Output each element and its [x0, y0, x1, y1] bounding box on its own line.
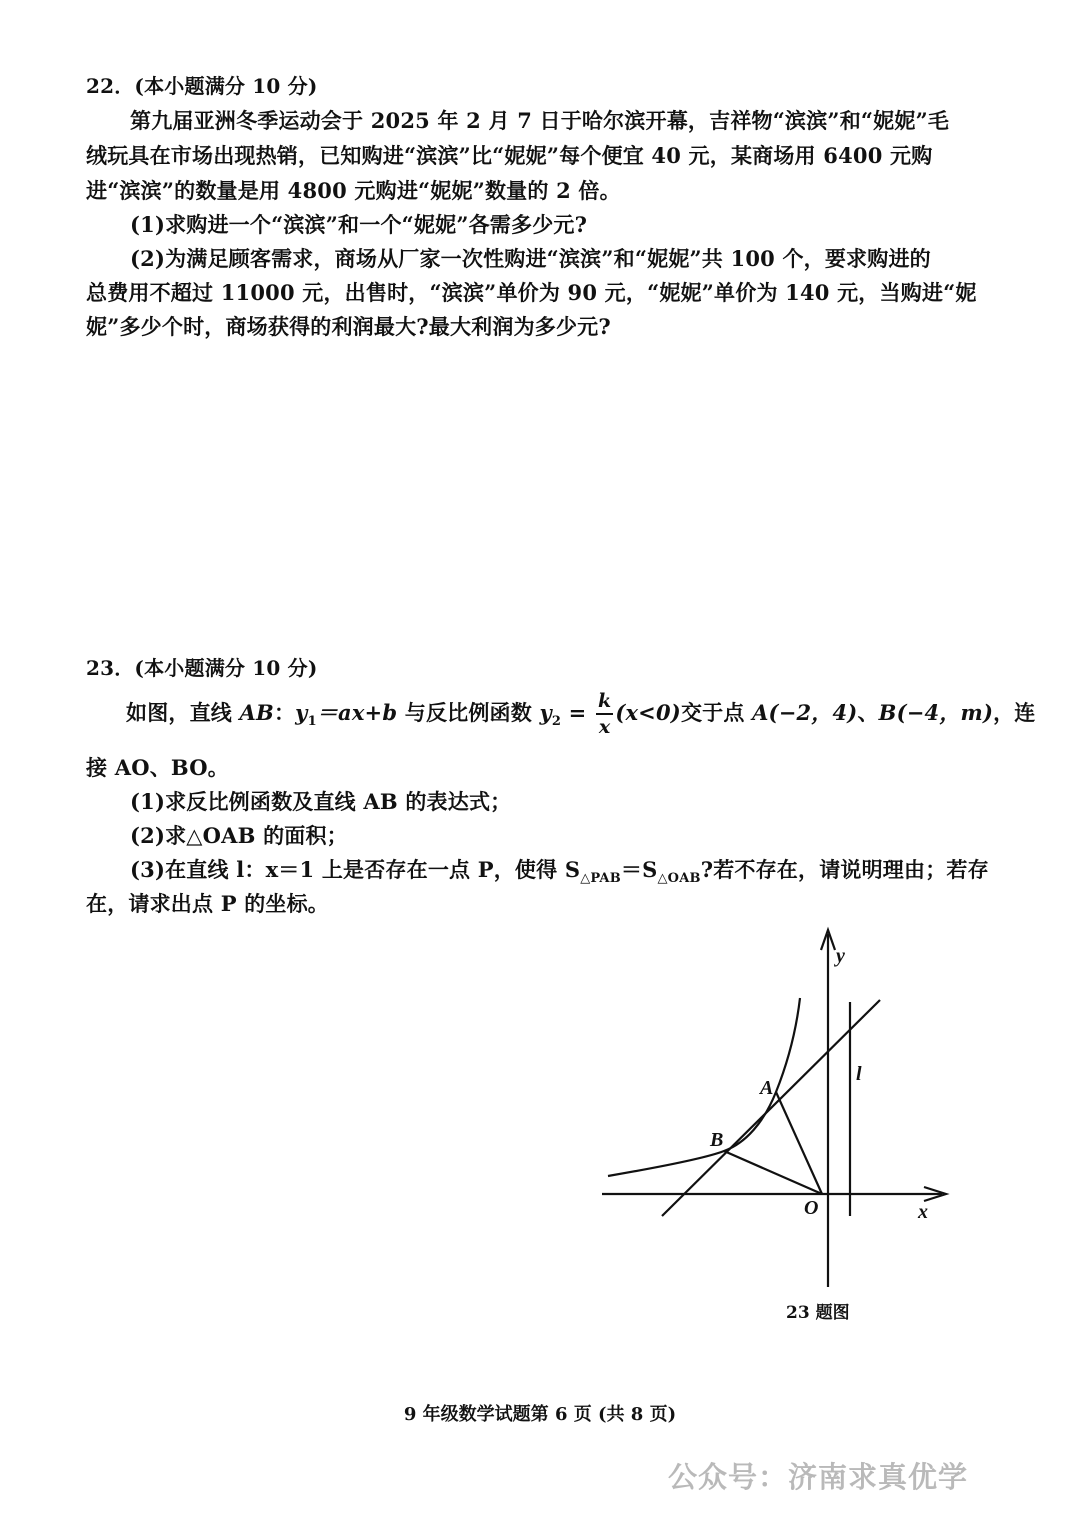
label-a: A — [760, 1077, 774, 1099]
q23-y2: y — [539, 700, 552, 725]
q23-point-a: A(−2，4) — [752, 700, 858, 725]
q22-subquestion-2-line: (2)为满足顾客需求，商场从厂家一次性购进“滨滨”和“妮妮”共 100 个，要求购进的 — [130, 246, 931, 271]
q23-s3-text: (3)在直线 l：x＝1 上是否存在一点 P，使得 S — [130, 857, 581, 882]
q23-line-ab: AB — [239, 700, 274, 725]
q23-subquestion-2: (2)求△OAB 的面积； — [130, 823, 348, 848]
q23-point-b: B(−4，m) — [878, 700, 994, 725]
q22-subquestion-1: (1)求购进一个“滨滨”和一个“妮妮”各需多少元? — [130, 212, 588, 237]
q23-colon: ： — [273, 700, 296, 725]
q23-fraction-denominator: x — [598, 716, 611, 738]
watermark-text: 公众号：济南求真优学 — [668, 1460, 969, 1494]
q23-figure — [596, 922, 956, 1292]
q23-intro-text-3: 交于点 — [680, 700, 753, 725]
q23-fraction — [596, 692, 613, 737]
q23-subquestion-3-line-2: 在，请求出点 P 的坐标。 — [86, 891, 330, 916]
page-footer: 9 年级数学试题第 6 页 (共 8 页) — [403, 1404, 677, 1425]
q23-condition: (x<0) — [615, 700, 681, 725]
label-b: B — [710, 1129, 724, 1151]
q23-header: 23．(本小题满分 10 分) — [86, 656, 318, 680]
q23-subquestion-1: (1)求反比例函数及直线 AB 的表达式； — [130, 789, 512, 814]
label-l: l — [856, 1063, 862, 1085]
q23-y1-sub: 1 — [307, 714, 317, 730]
q23-intro-line — [126, 690, 1036, 745]
segment-ob — [724, 1151, 822, 1194]
q22-header: 22．(本小题满分 10 分) — [86, 74, 318, 98]
q22-paragraph-line: 第九届亚洲冬季运动会于 2025 年 2 月 7 日于哈尔滨开幕，吉祥物“滨滨”和“妮妮”毛 — [130, 108, 950, 133]
segment-oa — [776, 1092, 822, 1194]
q23-intro-line-2: 接 AO、BO。 — [86, 755, 229, 780]
q23-y1: y — [295, 700, 308, 725]
q23-s3-text-2: ?若不存在，请说明理由；若存 — [700, 857, 989, 882]
label-o: O — [804, 1197, 819, 1219]
q23-intro-text: 如图，直线 — [126, 700, 240, 725]
figure-caption: 23 题图 — [786, 1303, 850, 1323]
q23-s3-sub-pab: △PAB — [580, 871, 621, 887]
q23-fraction-numerator: k — [596, 692, 613, 715]
label-x: x — [918, 1201, 928, 1223]
q23-eq1: ＝ax+b — [316, 700, 398, 725]
q23-intro-text-4: ，连 — [993, 700, 1036, 725]
q23-intro-text-2: 与反比例函数 — [397, 700, 540, 725]
q23-y2-sub: 2 — [551, 714, 562, 730]
label-y: y — [836, 945, 845, 967]
line-ab — [662, 1000, 880, 1216]
q22-paragraph-line: 绒玩具在市场出现热销，已知购进“滨滨”比“妮妮”每个便宜 40 元，某商场用 6400 元购 — [86, 143, 933, 168]
q23-s3-sub-oab: △OAB — [657, 871, 701, 887]
q22-subquestion-2-line: 总费用不超过 11000 元，出售时，“滨滨”单价为 90 元，“妮妮”单价为 140 元，当购进“妮 — [86, 280, 977, 305]
q23-separator: 、 — [857, 700, 879, 725]
q22-subquestion-2-line: 妮”多少个时，商场获得的利润最大?最大利润为多少元? — [86, 314, 611, 339]
q22-paragraph-line: 进“滨滨”的数量是用 4800 元购进“妮妮”数量的 2 倍。 — [86, 178, 621, 203]
q23-subquestion-3-line — [130, 854, 989, 886]
q23-eq2: = — [561, 700, 594, 725]
q23-s3-eq: ＝S — [620, 857, 658, 882]
